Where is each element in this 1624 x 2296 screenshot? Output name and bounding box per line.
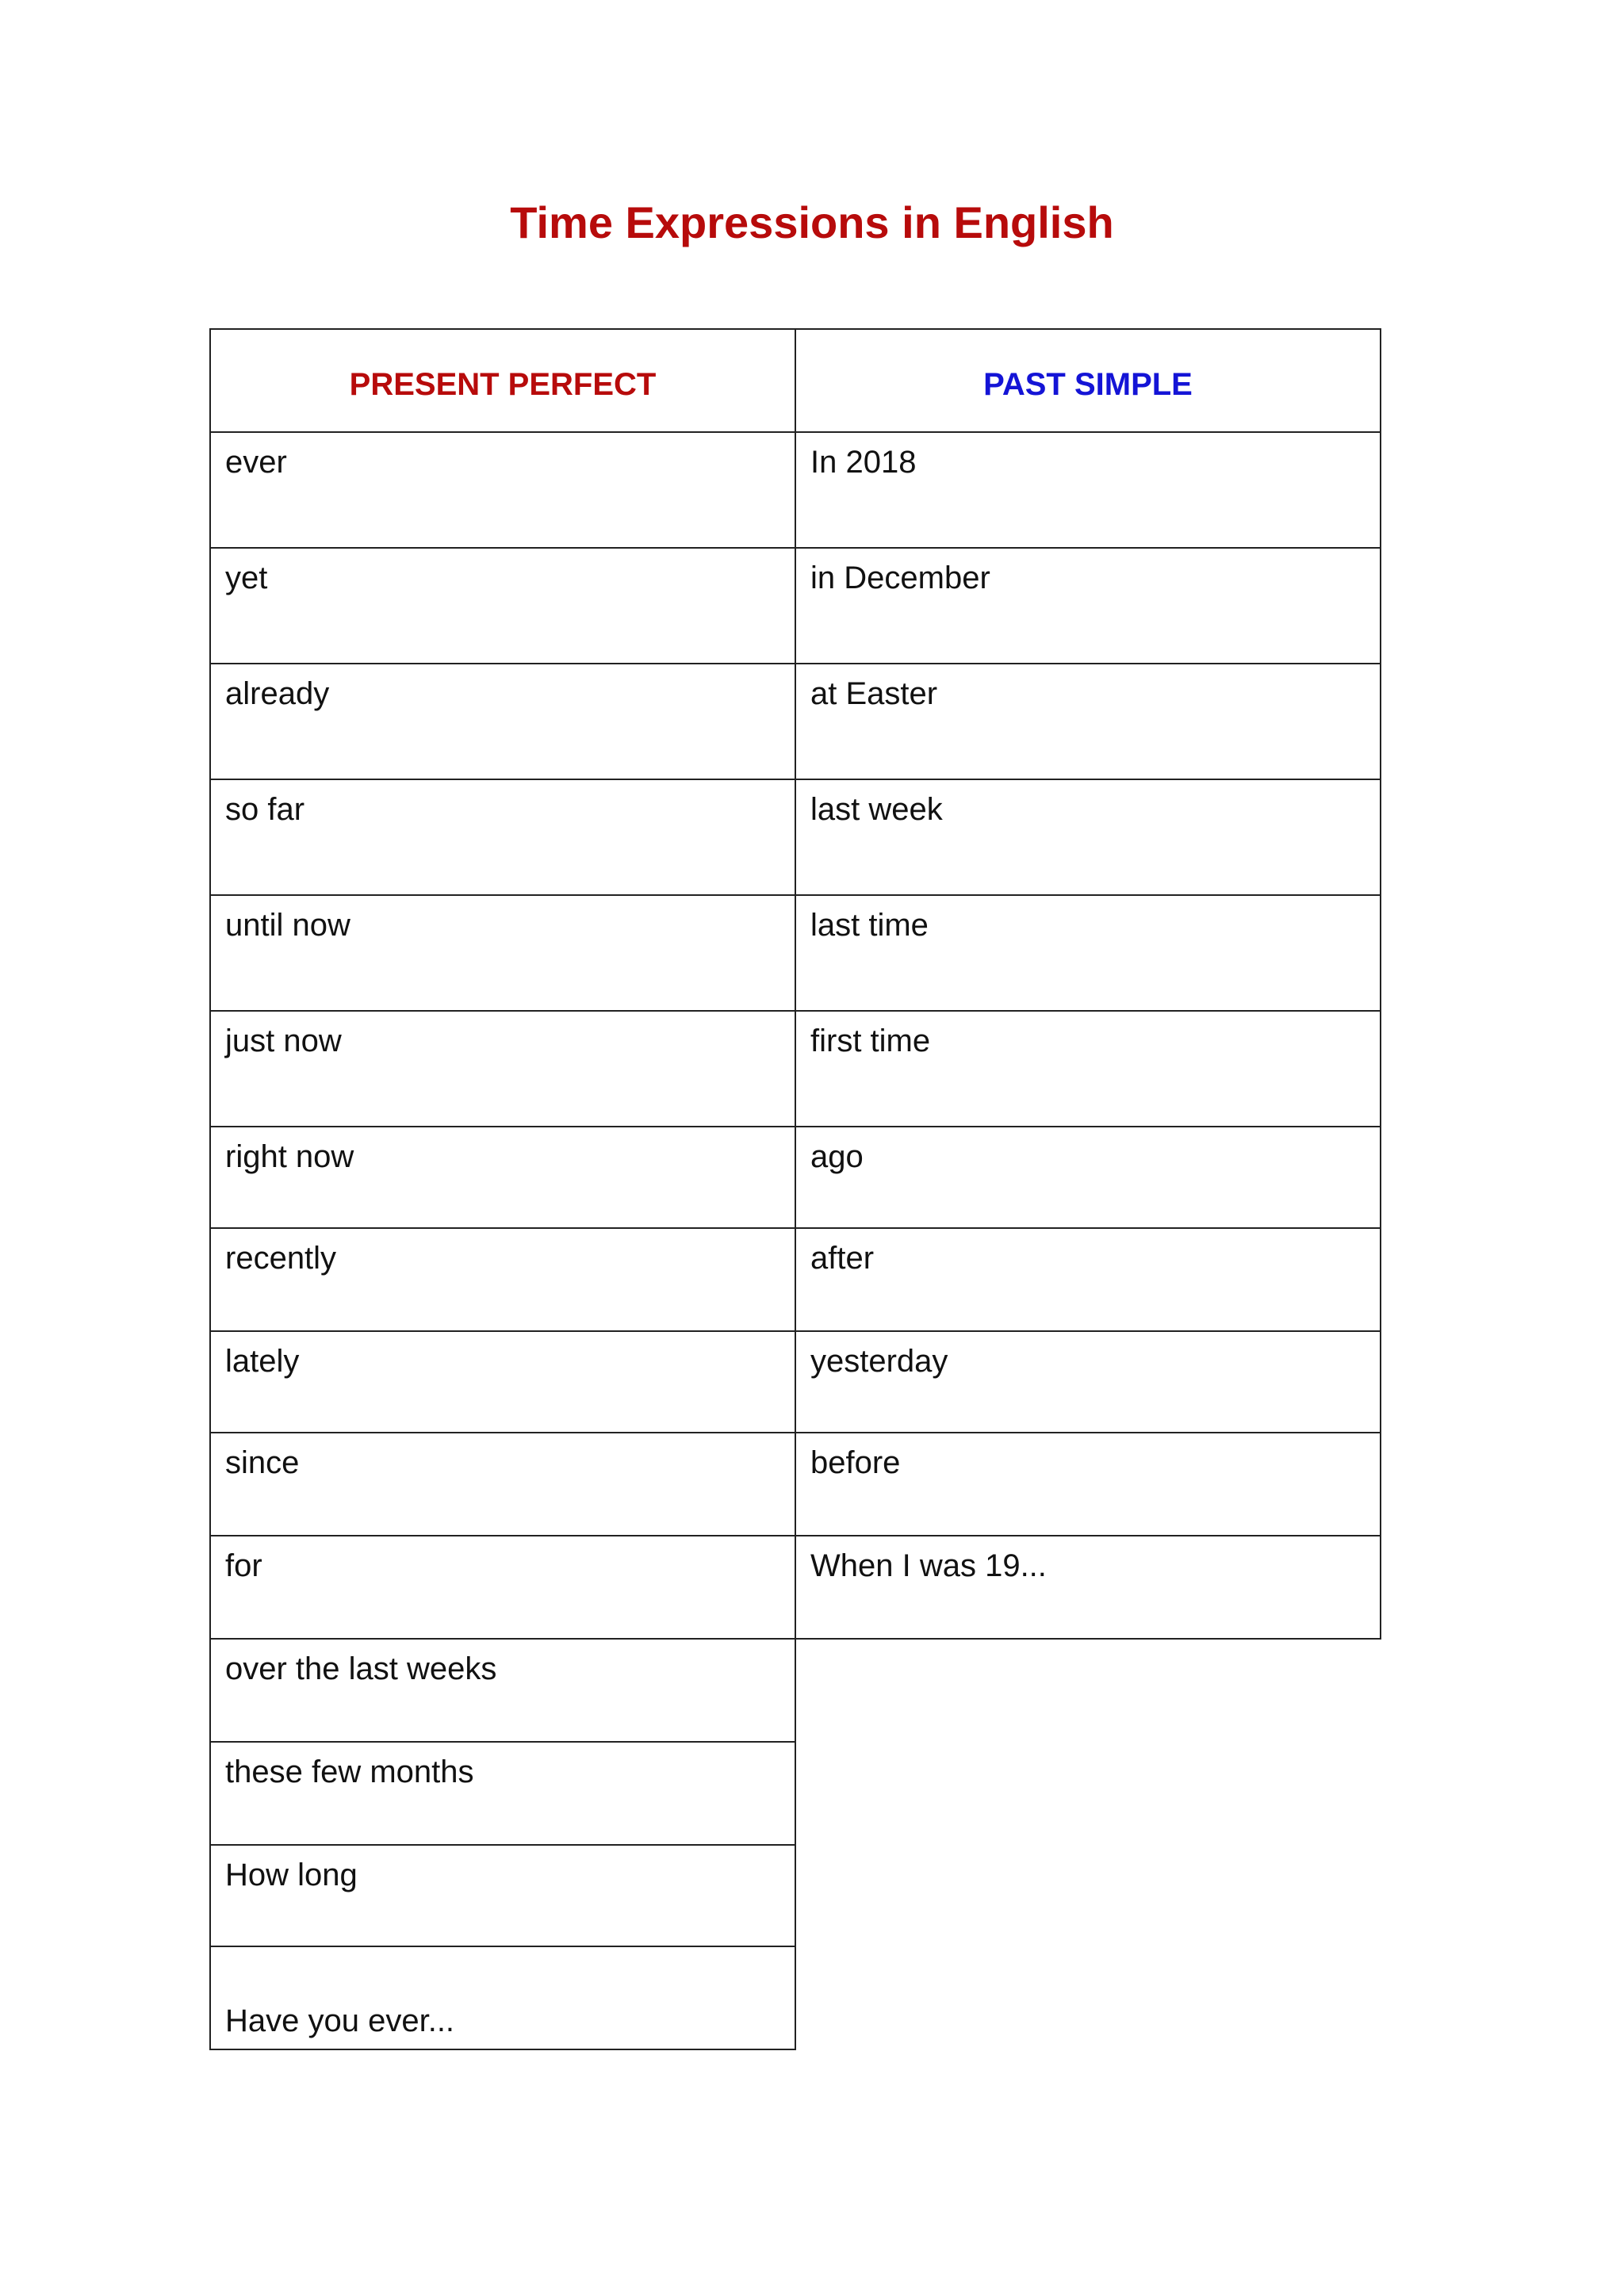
table-cell-past-simple xyxy=(795,547,1381,664)
past-simple-expression: last week xyxy=(810,792,943,827)
table-cell-past-simple xyxy=(795,663,1381,780)
table-cell-present-perfect xyxy=(209,663,796,780)
present-perfect-expression: Have you ever... xyxy=(225,2003,455,2038)
table-cell-present-perfect xyxy=(209,1638,796,1743)
present-perfect-expression: yet xyxy=(225,561,268,595)
table-cell-present-perfect xyxy=(209,1741,796,1846)
table-cell-past-simple xyxy=(795,1126,1381,1229)
past-simple-expression: In 2018 xyxy=(810,445,917,480)
table-cell-past-simple xyxy=(795,1010,1381,1127)
past-simple-expression: after xyxy=(810,1241,875,1276)
time-expressions-table xyxy=(209,328,1380,2041)
past-simple-expression: at Easter xyxy=(810,676,938,711)
present-perfect-expression: already xyxy=(225,676,330,711)
table-cell-past-simple xyxy=(795,779,1381,896)
present-perfect-expression: ever xyxy=(225,445,287,480)
table-cell-past-simple xyxy=(795,1227,1381,1332)
past-simple-expression: ago xyxy=(810,1139,864,1174)
present-perfect-expression: for xyxy=(225,1548,262,1583)
present-perfect-expression: over the last weeks xyxy=(225,1651,497,1686)
present-perfect-expression: How long xyxy=(225,1858,358,1892)
table-cell-past-simple xyxy=(795,1535,1381,1640)
header-present-perfect-cell xyxy=(209,328,796,433)
header-present-perfect: PRESENT PERFECT xyxy=(349,367,657,402)
header-past-simple: PAST SIMPLE xyxy=(983,367,1193,402)
table-cell-present-perfect xyxy=(209,1010,796,1127)
table-cell-present-perfect xyxy=(209,779,796,896)
past-simple-expression: When I was 19... xyxy=(810,1548,1047,1583)
present-perfect-expression: these few months xyxy=(225,1755,474,1789)
table-cell-present-perfect xyxy=(209,1126,796,1229)
present-perfect-expression: until now xyxy=(225,908,350,943)
table-cell-present-perfect xyxy=(209,431,796,549)
table-cell-present-perfect xyxy=(209,1330,796,1433)
table-cell-past-simple xyxy=(795,1432,1381,1536)
present-perfect-expression: since xyxy=(225,1445,300,1480)
present-perfect-expression: so far xyxy=(225,792,305,827)
present-perfect-expression: just now xyxy=(225,1024,342,1058)
table-cell-present-perfect xyxy=(209,1535,796,1640)
present-perfect-expression: right now xyxy=(225,1139,354,1174)
present-perfect-expression: recently xyxy=(225,1241,337,1276)
past-simple-expression: last time xyxy=(810,908,929,943)
table-cell-present-perfect xyxy=(209,1844,796,1947)
table-cell-past-simple xyxy=(795,894,1381,1012)
header-past-simple-cell xyxy=(795,328,1381,433)
table-cell-past-simple xyxy=(795,1330,1381,1433)
past-simple-expression: before xyxy=(810,1445,901,1480)
present-perfect-expression: lately xyxy=(225,1344,300,1379)
table-cell-present-perfect xyxy=(209,1227,796,1332)
past-simple-expression: first time xyxy=(810,1024,931,1058)
table-cell-past-simple xyxy=(795,431,1381,549)
past-simple-expression: in December xyxy=(810,561,990,595)
page-title: Time Expressions in English xyxy=(510,197,1114,247)
table-cell-present-perfect xyxy=(209,1946,796,2050)
table-cell-present-perfect xyxy=(209,894,796,1012)
past-simple-expression: yesterday xyxy=(810,1344,948,1379)
table-cell-present-perfect xyxy=(209,547,796,664)
table-cell-present-perfect xyxy=(209,1432,796,1536)
